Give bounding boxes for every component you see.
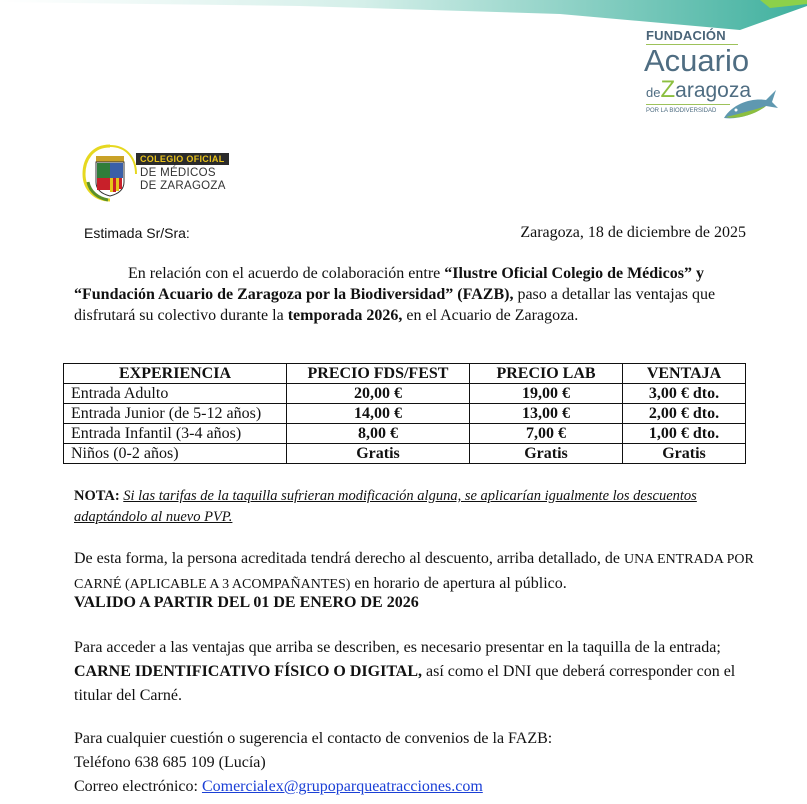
access-text-2: así como el DNI que deberá corresponder con el titular del Carné. — [74, 663, 736, 704]
intro-parties: “Ilustre Oficial Colegio de Médicos” y “Fundación Acuario de Zaragoza por la Biodiversidad” (FAZB), — [74, 265, 704, 303]
cell-precio-fds: Gratis — [287, 444, 470, 464]
access-paragraph — [74, 636, 754, 708]
cell-experiencia: Entrada Junior (de 5-12 años) — [64, 404, 287, 424]
header-ventaja: VENTAJA — [623, 364, 746, 384]
cell-experiencia: Entrada Adulto — [64, 384, 287, 404]
fazb-logo-z: Z — [660, 76, 676, 103]
cell-ventaja: Gratis — [623, 444, 746, 464]
cell-ventaja: 3,00 € dto. — [623, 384, 746, 404]
fazb-logo-de: de — [646, 85, 661, 100]
fish-icon — [720, 84, 780, 124]
access-requirement: CARNE IDENTIFICATIVO FÍSICO O DIGITAL, — [74, 663, 423, 680]
table-row — [64, 384, 746, 404]
intro-text-2: paso a detallar las ventajas que disfrutará su colectivo durante la — [74, 286, 716, 324]
cell-ventaja: 2,00 € dto. — [623, 404, 746, 424]
intro-paragraph — [74, 263, 754, 326]
contact-email-label: Correo electrónico: — [74, 778, 202, 795]
header-precio-lab: PRECIO LAB — [470, 364, 623, 384]
intro-text-3: en el Acuario de Zaragoza. — [402, 307, 579, 324]
letter-date: Zaragoza, 18 de diciembre de 2025 — [520, 224, 746, 241]
note-label: NOTA: — [74, 488, 120, 504]
intro-text-1: En relación con el acuerdo de colaboración entre — [128, 265, 445, 282]
header-precio-fds: PRECIO FDS/FEST — [287, 364, 470, 384]
benefit-paragraph — [74, 547, 754, 597]
table-row — [64, 444, 746, 464]
contact-block — [74, 727, 754, 799]
colegio-logo-band: COLEGIO OFICIAL — [136, 153, 229, 165]
coat-of-arms-icon — [80, 142, 140, 204]
benefit-text-2: en horario de apertura al público. — [350, 575, 567, 592]
table-row — [64, 424, 746, 444]
note — [74, 486, 749, 528]
contact-email-line — [74, 775, 754, 799]
cell-precio-fds: 8,00 € — [287, 424, 470, 444]
table-header-row — [64, 364, 746, 384]
cell-precio-lab: 19,00 € — [470, 384, 623, 404]
cell-ventaja: 1,00 € dto. — [623, 424, 746, 444]
cell-experiencia: Niños (0-2 años) — [64, 444, 287, 464]
greeting: Estimada Sr/Sra: — [84, 225, 190, 241]
cell-precio-lab: Gratis — [470, 444, 623, 464]
contact-intro: Para cualquier cuestión o sugerencia el contacto de convenios de la FAZB: — [74, 730, 553, 747]
fazb-logo-fundacion: FUNDACIÓN — [646, 28, 738, 45]
access-text-1: Para acceder a las ventajas que arriba se describen, es necesario presentar en la taquilla de la entrada; — [74, 639, 721, 656]
contact-email-link[interactable]: Comercialex@grupoparqueatracciones.com — [201, 778, 483, 795]
intro-season: temporada 2026, — [287, 307, 403, 324]
benefit-entry-rule: UNA ENTRADA POR CARNÉ (APLICABLE A 3 ACOMPAÑANTES) — [74, 552, 754, 592]
colegio-logo-line3: DE ZARAGOZA — [140, 180, 226, 192]
price-table — [63, 363, 746, 464]
fazb-logo-acuario: Acuario — [644, 43, 750, 78]
note-text: Si las tarifas de la taquilla sufrieran modificación alguna, se aplicarían igualmente los descuentos adaptándolo al nuevo PVP. — [74, 488, 697, 525]
benefit-text-1: De esta forma, la persona acreditada tendrá derecho al descuento, arriba detallado, de — [74, 550, 624, 567]
cell-precio-fds: 14,00 € — [287, 404, 470, 424]
cell-experiencia: Entrada Infantil (3-4 años) — [64, 424, 287, 444]
table-row — [64, 404, 746, 424]
cell-precio-fds: 20,00 € — [287, 384, 470, 404]
contact-phone: Teléfono 638 685 109 (Lucía) — [74, 754, 266, 771]
cell-precio-lab: 13,00 € — [470, 404, 623, 424]
fazb-logo-tagline: POR LA BIODIVERSIDAD — [646, 104, 730, 114]
colegio-logo-line2: DE MÉDICOS — [140, 167, 216, 179]
cell-precio-lab: 7,00 € — [470, 424, 623, 444]
validity-notice: VALIDO A PARTIR DEL 01 DE ENERO DE 2026 — [74, 594, 419, 611]
fazb-logo-aragoza: aragoza — [675, 79, 752, 102]
header-experiencia: EXPERIENCIA — [64, 364, 287, 384]
